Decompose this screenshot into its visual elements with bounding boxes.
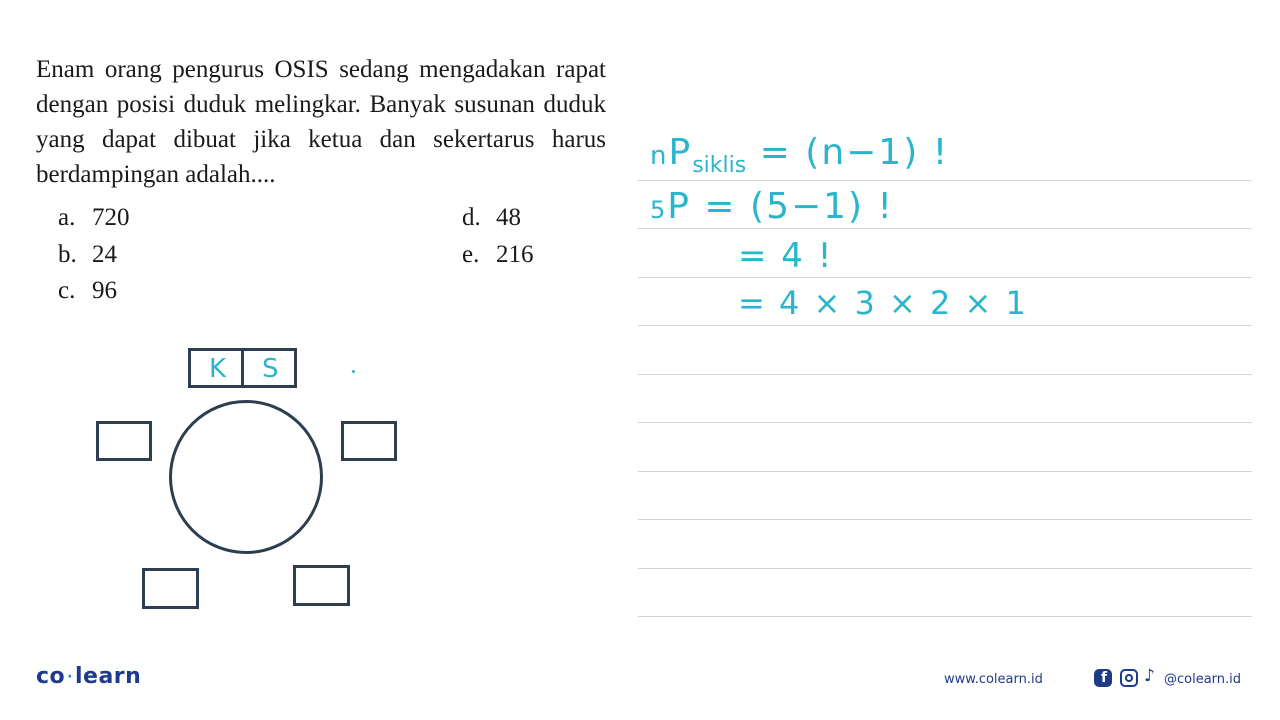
option-letter: b. — [58, 241, 77, 268]
rule-line — [638, 180, 1252, 181]
option-value: 216 — [496, 241, 534, 268]
option-e[interactable] — [462, 241, 534, 269]
option-letter: e. — [462, 241, 480, 268]
seat-label-s: S — [262, 354, 279, 384]
option-b[interactable] — [58, 241, 117, 269]
solution-5-prefix: 5 — [650, 196, 668, 224]
seat-left — [96, 421, 152, 461]
rule-line — [638, 277, 1252, 278]
solution-line-2-text: P = (5−1) ! — [667, 186, 894, 227]
option-letter: d. — [462, 204, 481, 231]
seat-sekertaris — [241, 348, 297, 388]
pen-dot — [352, 370, 355, 373]
instagram-icon[interactable] — [1120, 669, 1138, 687]
seat-bottom-right — [293, 565, 350, 606]
solution-siklis: siklis — [692, 153, 747, 179]
option-value: 24 — [92, 241, 117, 268]
rule-line — [638, 519, 1252, 520]
option-letter: a. — [58, 204, 76, 231]
option-d[interactable] — [462, 204, 521, 232]
facebook-glyph: f — [1101, 670, 1108, 686]
rule-line — [638, 228, 1252, 229]
facebook-icon[interactable] — [1094, 669, 1112, 687]
solution-formula: = (n−1) ! — [746, 132, 950, 173]
logo-separator: · — [67, 669, 73, 685]
option-letter: c. — [58, 277, 76, 304]
option-value: 96 — [92, 277, 117, 304]
solution-line-3: = 4 ! — [738, 236, 834, 276]
rule-line — [638, 616, 1252, 617]
option-a[interactable] — [58, 204, 130, 232]
option-c[interactable] — [58, 277, 117, 305]
seat-right — [341, 421, 397, 461]
question-text: Enam orang pengurus OSIS sedang mengadakan rapat dengan posisi duduk melingkar. Banyak susunan duduk yang dapat dibuat jika ketua dan sekertarus harus berdampingan adalah.... — [36, 56, 606, 188]
solution-n-prefix: n — [650, 141, 669, 171]
logo-learn: learn — [74, 664, 142, 689]
solution-line-4: = 4 × 3 × 2 × 1 — [738, 284, 1028, 322]
option-value: 48 — [496, 204, 521, 231]
rule-line — [638, 471, 1252, 472]
social-handle[interactable]: @colearn.id — [1164, 672, 1242, 687]
seat-ketua — [188, 348, 244, 388]
solution-line-2 — [650, 186, 894, 227]
option-value: 720 — [92, 204, 130, 231]
solution-line-1 — [650, 132, 949, 178]
colearn-logo — [36, 664, 141, 689]
seat-bottom-left — [142, 568, 199, 609]
solution-p: P — [668, 132, 693, 173]
rule-line — [638, 422, 1252, 423]
rule-line — [638, 325, 1252, 326]
logo-co: co — [36, 664, 66, 689]
rule-line — [638, 568, 1252, 569]
round-table — [169, 400, 323, 554]
rule-line — [638, 374, 1252, 375]
seat-label-k: K — [209, 354, 227, 384]
tiktok-icon[interactable]: ♪ — [1144, 666, 1155, 686]
website-link[interactable]: www.colearn.id — [944, 672, 1043, 687]
